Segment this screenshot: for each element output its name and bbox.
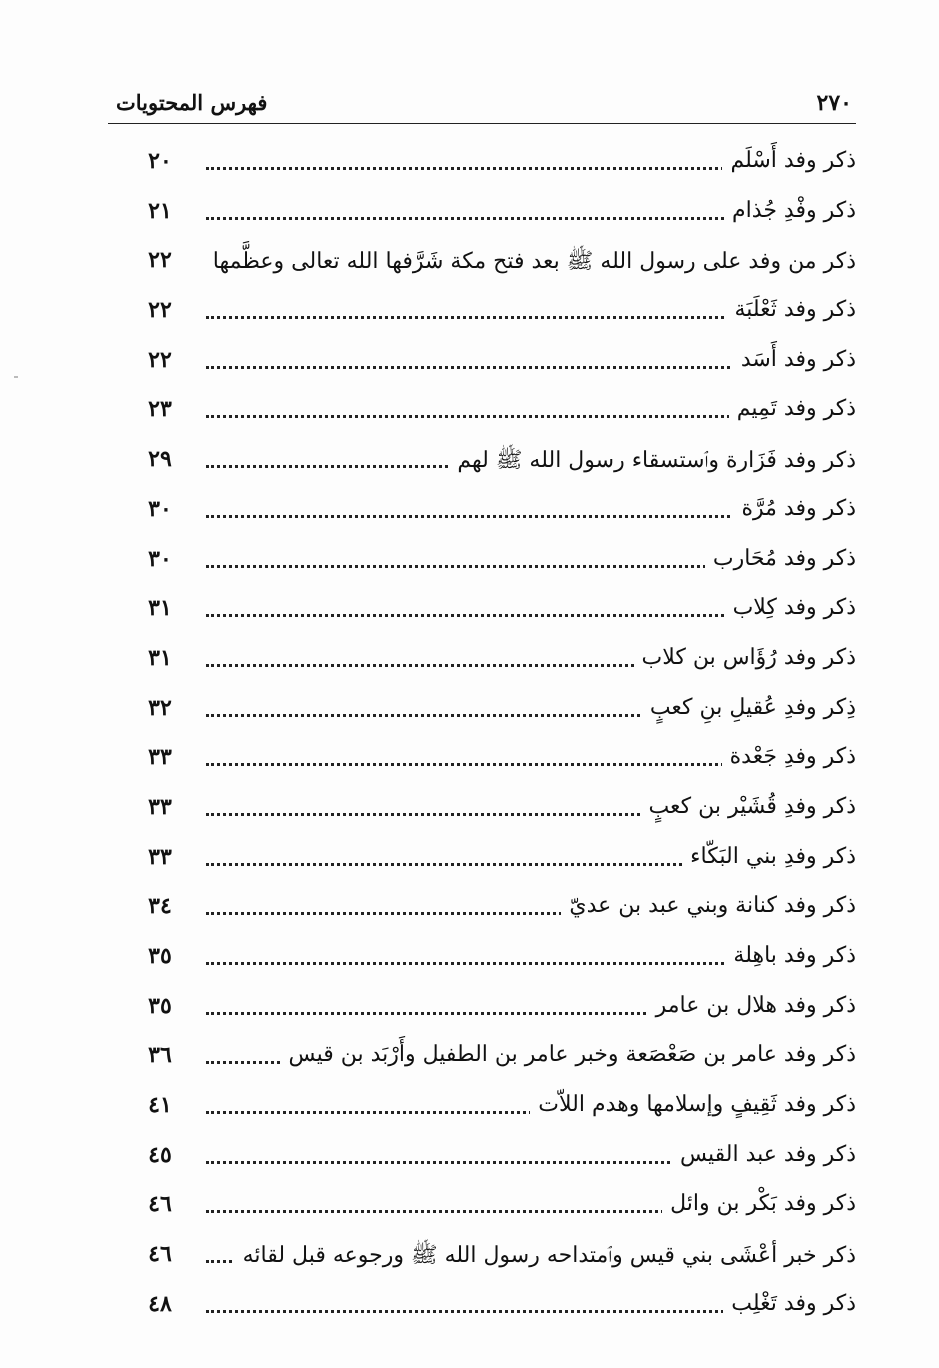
- page-header: [108, 84, 856, 124]
- toc-entry-title: ذكر وفدِ بني البَكّاء: [682, 844, 856, 869]
- toc-entry-title: ذكر وفد ثَقِيفٍ وإسلامها وهدم اللاّت: [530, 1092, 856, 1117]
- toc-entry-title: ذكر وفد كنانة وبني عبد بن عديّ: [561, 893, 856, 918]
- toc-entry: [140, 687, 856, 737]
- table-of-contents: [140, 140, 856, 1333]
- toc-entry-page: ٤٦: [148, 1191, 172, 1218]
- toc-entry: [140, 985, 856, 1035]
- toc-entry-title: ذكر وفد باهِلة: [725, 943, 856, 968]
- toc-entry-title: ذكر وفد هلال بن عامر: [648, 993, 856, 1018]
- toc-entry: [140, 388, 856, 438]
- toc-entry-title: ذكر وفد ثَعْلَبَة: [726, 297, 856, 322]
- toc-entry-page: ٢٠: [148, 148, 172, 174]
- toc-entry-page: ٣٥: [148, 943, 172, 969]
- toc-entry-page: ٤٨: [148, 1290, 172, 1317]
- toc-entry-title: ذِكر وفدِ عُقيلِ بنِ كعبٍ: [642, 695, 856, 720]
- toc-entry-page: ٣٠: [148, 545, 172, 572]
- toc-entry-page: ٤٦: [148, 1241, 172, 1268]
- toc-entry: [140, 637, 856, 687]
- toc-entry-title: ذكر وفد مُحَارب: [705, 546, 856, 571]
- toc-entry-page: ٤٥: [148, 1141, 172, 1168]
- toc-entry-title: ذكر وفد فَزَارة وٱستسقاء رسول الله ﷺ لهم: [449, 446, 856, 478]
- toc-entry: [140, 587, 856, 637]
- toc-entry-page: ٤١: [148, 1092, 172, 1119]
- toc-entry: [140, 786, 856, 836]
- toc-entry-page: ٣٣: [148, 843, 172, 870]
- toc-entry-title: ذكر وفد تَمِيم: [729, 396, 856, 421]
- toc-entry-page: ٢٣: [148, 396, 172, 423]
- toc-entry: [140, 836, 856, 886]
- toc-entry: [140, 438, 856, 488]
- toc-entry: [140, 1034, 856, 1084]
- toc-entry-page: ٣٣: [148, 793, 172, 820]
- header-rule: [108, 123, 856, 124]
- toc-entry-title: ذكر وفْدِ جُذام: [724, 198, 856, 223]
- toc-entry-page: ٣٠: [148, 495, 172, 522]
- toc-entry-title: ذكر وفد مُرَّة: [733, 496, 856, 521]
- toc-entry-page: ٢٩: [148, 446, 172, 473]
- toc-entry: [140, 1183, 856, 1233]
- toc-entry-title: ذكر وفد بَكْر بن وائل: [662, 1191, 856, 1216]
- toc-entry-title: ذكر خبر أعْشَى بني قيس وٱمتداحه رسول الله ﷺ ورجوعه قبل لقائه: [235, 1241, 856, 1273]
- toc-entry: [140, 1134, 856, 1184]
- toc-entry-title: ذكر وفدِ جَعْدة: [722, 744, 856, 769]
- page-number: ٢٧٠: [816, 90, 852, 116]
- toc-entry-title: ذكر من وفد على رسول الله ﷺ بعد فتح مكة شَرَّفها الله تعالى وعظَّمها: [205, 247, 856, 279]
- toc-entry-page: ٢٢: [148, 346, 172, 373]
- toc-entry-page: ٣٢: [148, 694, 172, 721]
- toc-entry: [140, 140, 856, 190]
- toc-entry: [140, 488, 856, 538]
- toc-entry-title: ذكر وفد أَسْلَم: [722, 148, 856, 173]
- toc-entry: [140, 289, 856, 339]
- toc-entry-title: ذكر وفد عبد القيس: [672, 1142, 856, 1167]
- running-title: فهرس المحتويات: [116, 90, 268, 115]
- toc-entry: [140, 1084, 856, 1134]
- toc-entry: [140, 538, 856, 588]
- toc-entry-page: ٢٢: [148, 297, 172, 324]
- toc-entry-title: ذكر وفد كِلاب: [725, 595, 856, 620]
- toc-entry: [140, 736, 856, 786]
- toc-entry-page: ٣١: [148, 595, 172, 622]
- toc-entry: [140, 190, 856, 240]
- toc-entry-page: ٣٦: [148, 1042, 172, 1069]
- toc-entry: [140, 1233, 856, 1283]
- toc-entry: [140, 239, 856, 289]
- toc-entry-title: ذكر وفد تَغْلِب: [723, 1291, 856, 1316]
- toc-entry-page: ٣٥: [148, 992, 172, 1019]
- toc-entry-title: ذكر وفد عامر بن صَعْصَعة وخبر عامر بن الطفيل وأَرْبَد بن قيس: [281, 1042, 856, 1067]
- toc-entry: [140, 339, 856, 389]
- toc-entry-title: ذكر وفدِ قُشَيْر بن كعبٍ: [640, 794, 856, 819]
- toc-entry-page: ٣٤: [148, 893, 172, 920]
- toc-entry-page: ٣١: [148, 644, 172, 671]
- toc-entry: [140, 1283, 856, 1333]
- toc-entry-title: ذكر وفد رُؤَاس بن كلاب: [634, 645, 856, 670]
- toc-entry: [140, 935, 856, 985]
- toc-entry: [140, 885, 856, 935]
- toc-entry-page: ٣٣: [148, 744, 172, 771]
- toc-entry-page: ٢٢: [148, 247, 172, 274]
- toc-entry-page: ٢١: [148, 197, 172, 224]
- toc-entry-title: ذكر وفد أَسَد: [733, 347, 856, 372]
- scan-speck: [14, 376, 18, 378]
